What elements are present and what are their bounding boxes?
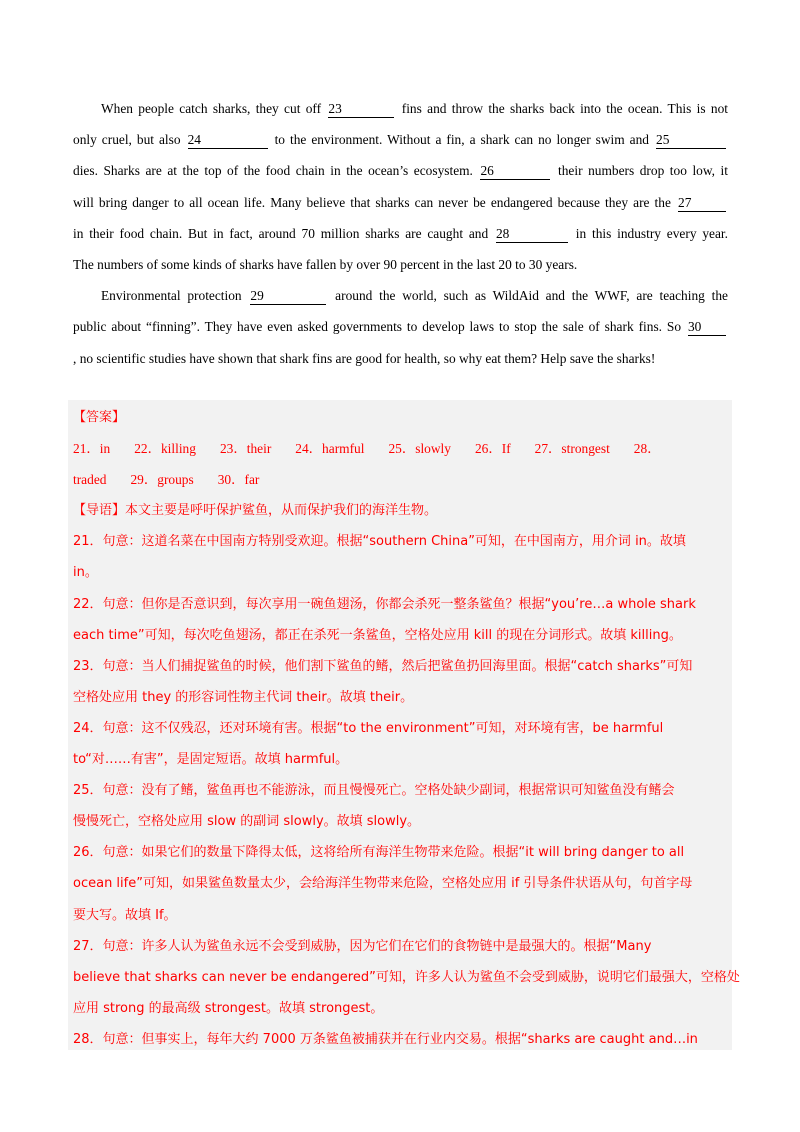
blank-27[interactable]: 27 (678, 195, 726, 212)
guide-text: 【导语】本文主要是呼吁保护鲨鱼，从而保护我们的海洋生物。 (73, 503, 438, 519)
answer-key: 22．killing (134, 441, 196, 457)
answer-key: 30．far (217, 472, 260, 488)
blank-24[interactable]: 24 (188, 132, 268, 149)
explanations (73, 526, 740, 1055)
passage-text: Environmental protection (101, 288, 242, 304)
explanation-line: ocean life”可知，如果鲨鱼数量太少，会给海洋生物带来危险，空格处应用 if 引导条件状语从句，句首字母 (73, 876, 693, 892)
explanation-line: 21．句意：这道名菜在中国南方特别受欢迎。根据“southern China”可知，在中国南方，用介词 in。故填 (73, 534, 686, 550)
passage-line (73, 155, 728, 186)
explanation-line: 23．句意：当人们捕捉鲨鱼的时候，他们割下鲨鱼的鳍，然后把鲨鱼扔回海里面。根据“catch sharks”可知 (73, 658, 693, 674)
answer-section (73, 402, 740, 1055)
answer-header: 【答案】 (73, 410, 126, 425)
passage-text: only cruel, but also (73, 132, 181, 148)
passage-text: to the environment. Without a fin, a shark can no longer swim and (274, 132, 650, 148)
passage-line (73, 343, 728, 374)
answer-key: 24．harmful (295, 441, 365, 457)
explanation-line: to“对……有害”，是固定短语。故填 harmful。 (73, 752, 349, 768)
passage-line (73, 124, 728, 155)
blank-28[interactable]: 28 (496, 226, 568, 243)
answer-key: traded (73, 472, 107, 488)
explanation-line: each time”可知，每次吃鱼翅汤，都正在杀死一条鲨鱼，空格处应用 kill 的现在分词形式。故填 killing。 (73, 627, 682, 643)
passage-line (73, 187, 728, 218)
explanation-line: in。 (73, 565, 98, 581)
passage-text: dies. Sharks are at the top of the food chain in the ocean’s ecosystem. (73, 163, 473, 179)
explanation-line: 27．句意：许多人认为鲨鱼永远不会受到威胁，因为它们在它们的食物链中是最强大的。根据“Many (73, 938, 652, 954)
blank-30[interactable]: 30 (688, 319, 726, 336)
explanation-line: 要大写。故填 If。 (73, 907, 177, 923)
answer-key: 21．in (73, 441, 111, 457)
answer-keys-line (73, 464, 729, 495)
passage-line (73, 280, 728, 311)
explanation-line: 25．句意：没有了鳍，鲨鱼再也不能游泳，而且慢慢死亡。空格处缺少副词，根据常识可知鲨鱼没有鳍会 (73, 783, 675, 799)
answer-keys-line (73, 433, 729, 464)
explanation-line: 慢慢死亡，空格处应用 slow 的副词 slowly。故填 slowly。 (73, 814, 421, 830)
explanation-line: 22．句意：但你是否意识到，每次享用一碗鱼翅汤，你都会杀死一整条鲨鱼？根据“you’re…a whole shark (73, 596, 696, 612)
blank-25[interactable]: 25 (656, 132, 726, 149)
blank-26[interactable]: 26 (480, 163, 550, 180)
passage-text: in this industry every year. (575, 225, 728, 241)
explanation-line: 应用 strong 的最高级 strongest。故填 strongest。 (73, 1000, 384, 1016)
answer-key: 29．groups (130, 472, 194, 488)
explanation-line: 24．句意：这不仅残忍，还对环境有害。根据“to the environment”可知，对环境有害，be harmful (73, 720, 664, 736)
answer-key: 23．their (219, 441, 272, 457)
passage-text: their numbers drop too low, it (558, 163, 728, 179)
explanation-line: 28．句意：但事实上，每年大约 7000 万条鲨鱼被捕获并在行业内交易。根据“sharks are caught and…in (73, 1031, 698, 1047)
passage-text: The numbers of some kinds of sharks have fallen by over 90 percent in the last 20 to 30 years. (73, 256, 578, 272)
answer-key: 28． (633, 441, 661, 457)
explanation-line: believe that sharks can never be endangered”可知，许多人认为鲨鱼不会受到威胁，说明它们最强大，空格处 (73, 969, 740, 985)
blank-29[interactable]: 29 (250, 288, 326, 305)
passage-text: , no scientific studies have shown that shark fins are good for health, so why eat them? Help save the sharks! (73, 350, 656, 366)
passage-text: fins and throw the sharks back into the ocean. This is not (401, 101, 728, 116)
passage (73, 93, 728, 374)
answer-key: 26．If (474, 441, 511, 457)
explanation-line: 空格处应用 they 的形容词性物主代词 their。故填 their。 (73, 689, 414, 705)
passage-line (73, 218, 728, 249)
passage-line (73, 249, 728, 280)
passage-text: public about “finning”. They have even asked governments to develop laws to stop the sale of shark fins. So (73, 319, 682, 335)
passage-line (73, 311, 728, 342)
passage-text: around the world, such as WildAid and the WWF, are teaching the (335, 288, 728, 304)
blank-23[interactable]: 23 (328, 101, 394, 118)
explanation-line: 26．句意：如果它们的数量下降得太低，这将给所有海洋生物带来危险。根据“it will bring danger to all (73, 845, 685, 861)
passage-text: When people catch sharks, they cut off (101, 101, 322, 116)
passage-text: will bring danger to all ocean life. Many believe that sharks can never be endangered because they are the (73, 194, 671, 210)
passage-line (73, 93, 728, 124)
answer-key: 27．strongest (534, 441, 610, 457)
passage-text: in their food chain. But in fact, around 70 million sharks are caught and (73, 225, 489, 241)
answer-key: 25．slowly (388, 441, 451, 457)
